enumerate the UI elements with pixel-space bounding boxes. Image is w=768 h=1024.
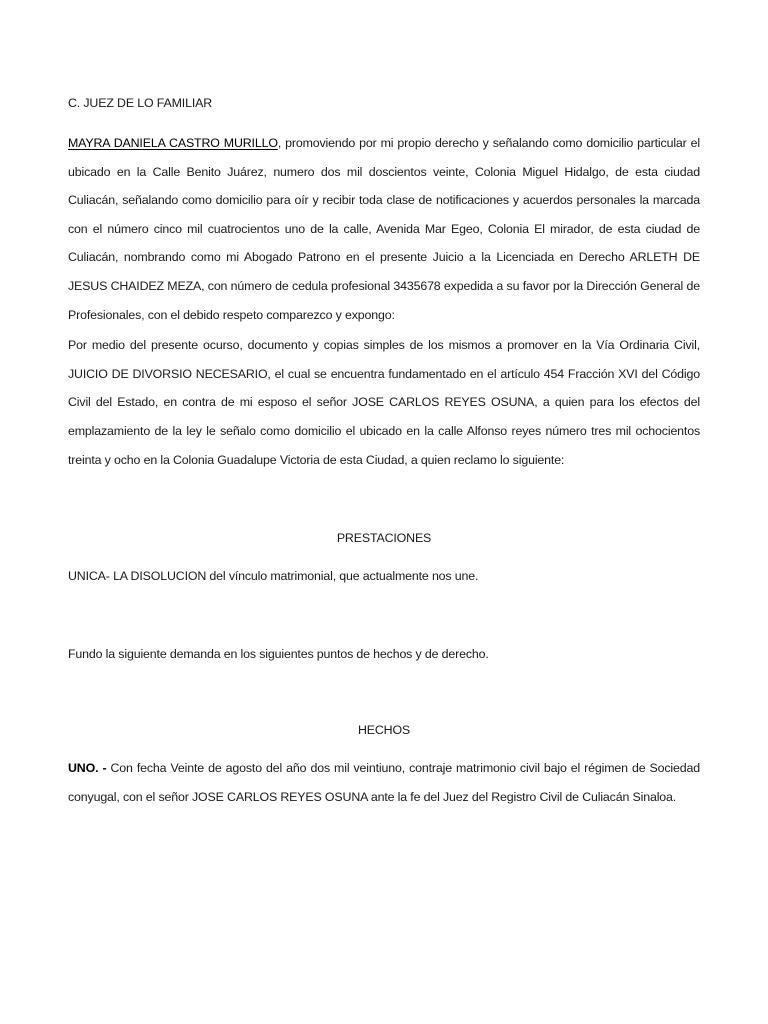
document-body	[68, 93, 700, 811]
intro-text: , promoviendo por mi propio derecho y señalando como domicilio particular el ubicado en la Calle Benito Juárez, numero dos mil doscientos veinte, Colonia Miguel Hidalgo, de esta ciudad Culiacán, señalando como domicilio para oír y recibir toda clase de notificaciones y acuerdos personales la marcada con el número cinco mil cuatrocientos uno de la calle, Avenida Mar Egeo, Colonia El mirador, de esta ciudad de Culiacán, nombrando como mi Abogado Patrono en el presente Juicio a la Licenciada en Derecho ARLETH DE JESUS CHAIDEZ MEZA, con número de cedula profesional 3435678 expedida a su favor por la Dirección General de Profesionales, con el debido respeto comparezco y expongo:	[68, 136, 701, 322]
claim-paragraph: Por medio del presente ocurso, documento y copias simples de los mismos a promover en la Vía Ordinaria Civil, JUICIO DE DIVORSIO NECESARIO, el cual se encuentra fundamentado en el artículo 454 Fracción XVI del Código Civil del Estado, en contra de mi esposo el señor JOSE CARLOS REYES OSUNA, a quien para los efectos del emplazamiento de la ley le señalo como domicilio el ubicado en la calle Alfonso reyes número tres mil ochocientos treinta y ocho en la Colonia Guadalupe Victoria de esta Ciudad, a quien reclamo lo siguiente:	[68, 338, 700, 467]
hechos-title: HECHOS	[357, 723, 411, 738]
fundo-paragraph: Fundo la siguiente demanda en los siguientes puntos de hechos y de derecho.	[68, 647, 489, 662]
fact-one-text: Con fecha Veinte de agosto del año dos mil veintiuno, contraje matrimonio civil bajo el régimen de Sociedad conyugal, con el señor JOSE CARLOS REYES OSUNA ante la fe del Juez del Registro Civil de Culiacán Sinaloa.	[68, 761, 700, 804]
plaintiff-name: MAYRA DANIELA CASTRO MURILLO	[68, 136, 278, 150]
fact-one-label: UNO. -	[68, 761, 107, 776]
fact-one-paragraph	[68, 754, 700, 811]
prestaciones-item: UNICA- LA DISOLUCION del vínculo matrimonial, que actualmente nos une.	[68, 569, 479, 584]
prestaciones-title: PRESTACIONES	[336, 531, 432, 546]
addressee-heading: C. JUEZ DE LO FAMILIAR	[68, 96, 213, 110]
intro-paragraph	[68, 129, 700, 329]
